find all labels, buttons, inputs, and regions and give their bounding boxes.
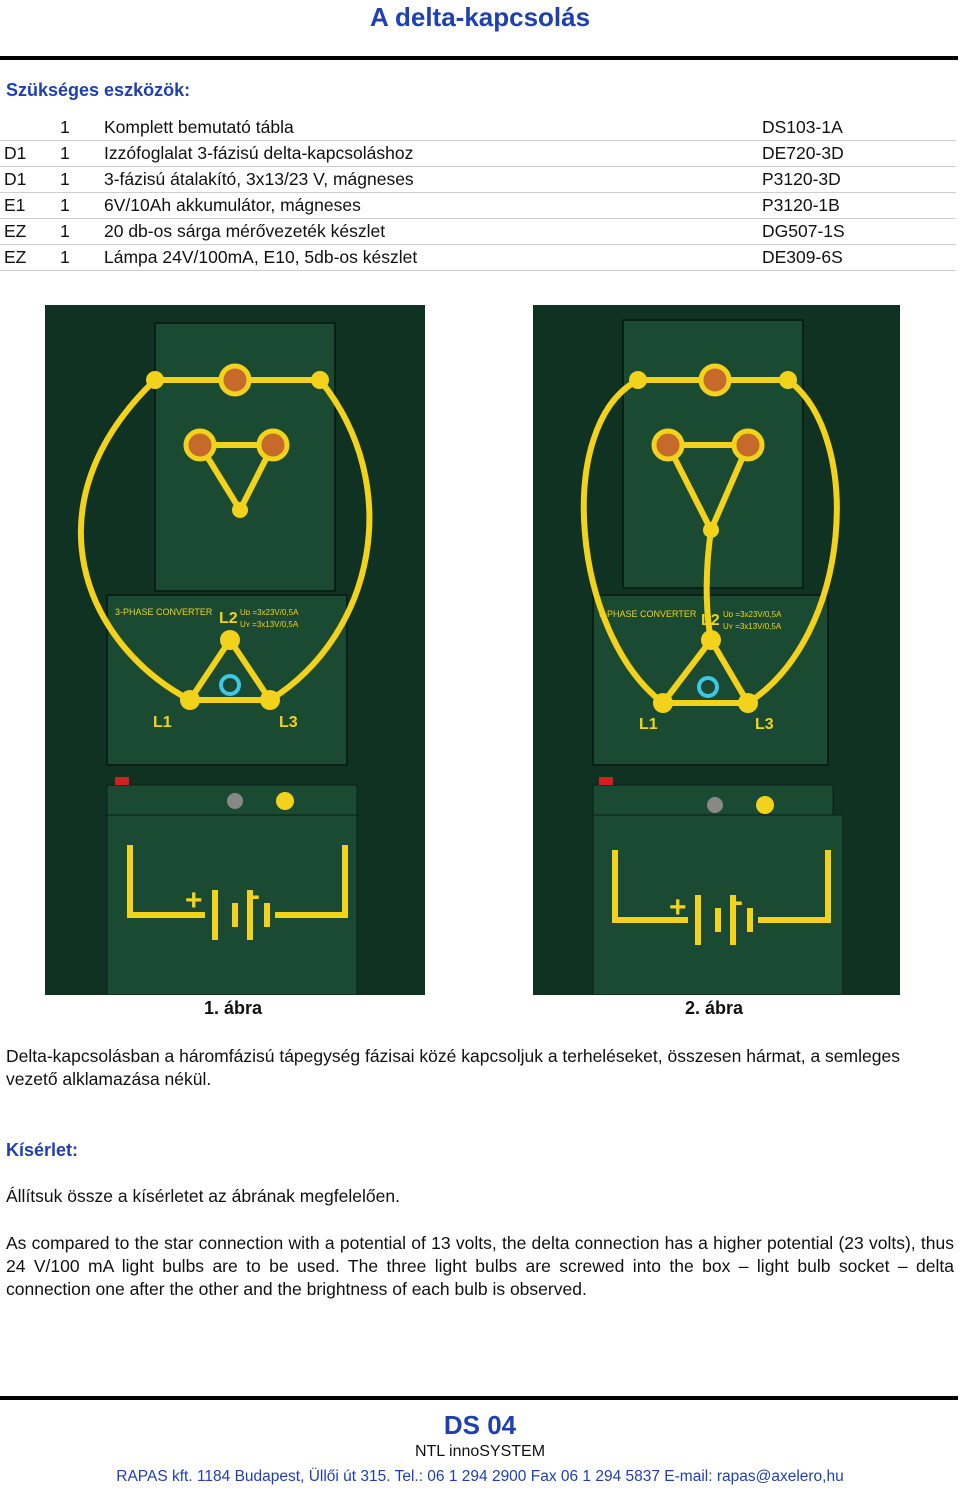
converter-label: 3-PHASE CONVERTER — [115, 607, 213, 617]
l2-label: L2 — [219, 610, 238, 627]
part-ref: D1 — [0, 141, 56, 167]
part-ref — [0, 115, 56, 141]
equipment-table — [0, 115, 956, 271]
uy-label: Uʏ =3x13V/0,5A — [723, 622, 782, 631]
part-description: Lámpa 24V/100mA, E10, 5db-os készlet — [100, 245, 758, 271]
part-qty: 1 — [56, 245, 100, 271]
english-paragraph: As compared to the star connection with a potential of 13 volts, the delta connection has a higher potential (23 volts), thus 24 V/100 mA light bulbs are to be used. The three light bulbs are screwed into the box – light bulb socket – delta connection one after the other and the brightness of each bulb is observed. — [6, 1233, 954, 1299]
part-ref: D1 — [0, 167, 56, 193]
figure-1-photo — [45, 305, 425, 995]
footer-code: DS 04 — [443, 1410, 517, 1440]
minus-sign: - — [733, 885, 743, 918]
table-row — [0, 141, 956, 167]
part-code: DE720-3D — [758, 141, 956, 167]
ud-label: Uᴅ =3x23V/0,5A — [723, 610, 782, 619]
figure-2-photo — [533, 305, 900, 995]
experiment-heading: Kísérlet: — [6, 1140, 79, 1160]
uy-label: Uʏ =3x13V/0,5A — [240, 620, 299, 629]
plus-sign: + — [669, 891, 687, 924]
equipment-heading: Szükséges eszközök: — [6, 80, 191, 100]
part-ref: E1 — [0, 193, 56, 219]
minus-sign: - — [250, 879, 260, 912]
l3-label: L3 — [279, 714, 298, 731]
figure-1-caption: 1. ábra — [204, 998, 263, 1018]
part-qty: 1 — [56, 219, 100, 245]
title-divider — [0, 56, 958, 60]
ud-label: Uᴅ =3x23V/0,5A — [240, 608, 299, 617]
converter-label: 3-PHASE CONVERTER — [599, 609, 697, 619]
page-title: A delta-kapcsolás — [369, 2, 591, 32]
table-row — [0, 193, 956, 219]
part-code: P3120-1B — [758, 193, 956, 219]
part-ref: EZ — [0, 219, 56, 245]
part-qty: 1 — [56, 141, 100, 167]
l1-label: L1 — [639, 716, 658, 733]
part-code: DE309-6S — [758, 245, 956, 271]
part-description: 20 db-os sárga mérővezeték készlet — [100, 219, 758, 245]
experiment-paragraph: Állítsuk össze a kísérletet az ábrának megfelelően. — [6, 1186, 400, 1206]
part-code: DG507-1S — [758, 219, 956, 245]
part-description: Izzófoglalat 3-fázisú delta-kapcsoláshoz — [100, 141, 758, 167]
l1-label: L1 — [153, 714, 172, 731]
table-row — [0, 115, 956, 141]
table-row — [0, 167, 956, 193]
part-ref: EZ — [0, 245, 56, 271]
part-description: 6V/10Ah akkumulátor, mágneses — [100, 193, 758, 219]
part-description: Komplett bemutató tábla — [100, 115, 758, 141]
part-description: 3-fázisú átalakító, 3x13/23 V, mágneses — [100, 167, 758, 193]
footer-divider — [0, 1396, 958, 1400]
l2-label: L2 — [701, 612, 720, 629]
part-code: P3120-3D — [758, 167, 956, 193]
description-paragraph: Delta-kapcsolásban a háromfázisú tápegység fázisai közé kapcsoljuk a terheléseket, összesen hármat, a semleges vezető alklamazása nékül. — [6, 1046, 900, 1089]
part-qty: 1 — [56, 167, 100, 193]
plus-sign: + — [185, 884, 203, 917]
footer-contact: RAPAS kft. 1184 Budapest, Üllői út 315. Tel.: 06 1 294 2900 Fax 06 1 294 5837 E-mail: rapas@axelero,hu — [116, 1468, 844, 1485]
l3-label: L3 — [755, 716, 774, 733]
table-row — [0, 245, 956, 271]
part-qty: 1 — [56, 193, 100, 219]
part-code: DS103-1A — [758, 115, 956, 141]
figure-2-caption: 2. ábra — [685, 998, 744, 1018]
footer-company: NTL innoSYSTEM — [414, 1443, 546, 1460]
table-row — [0, 219, 956, 245]
part-qty: 1 — [56, 115, 100, 141]
